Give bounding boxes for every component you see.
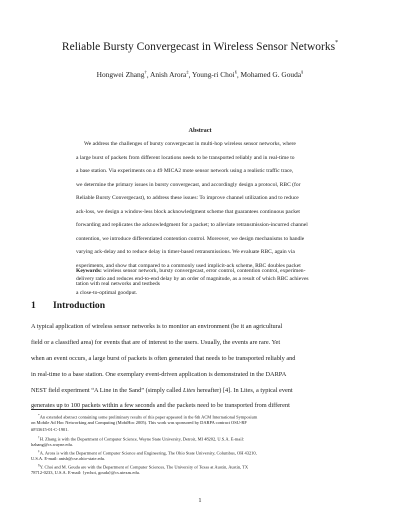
abstract-line: experiments, and show that compared to a commonly used implicit-ack scheme, RBC doubles packet: [76, 263, 301, 269]
footnote-line: †H. Zhang is with the Department of Computer Science, Wayne State University, Detroit, MI 48202, U.S.A. E-mail:: [38, 435, 245, 442]
body-line: A typical application of wireless sensor networks is to monitor an environment (be it an agricultural: [31, 323, 283, 330]
abstract-line: Reliable Bursty Convergecast), to address these issues: To improve channel utilization and to reduce: [76, 195, 299, 201]
author: Young-ri Choi§: [192, 70, 237, 80]
page-number: 1: [198, 497, 202, 504]
body-line: generates up to 100 packets within a few seconds and the packets need to be transported from different: [31, 402, 290, 409]
body-line: field or a classified area) for events that are of interest to the users. Usually, the events are rare. Yet: [31, 339, 281, 346]
body-line: NEST field experiment “A Line in the Sand” (simply called Lites hereafter) [4]. In Lites, a typical event: [31, 387, 293, 394]
keywords-line: tation with real networks and testbeds: [76, 281, 160, 287]
abstract-line: a close-to-optimal goodput.: [76, 290, 138, 296]
body-line: in real-time to a base station. One exemplary event-driven application is demonstrated in the DARPA: [31, 371, 287, 378]
abstract-line: forwarding and replicates the acknowledgment for a packet; to alleviate retransmission-incurred channel: [76, 222, 308, 228]
abstract-line: ack-loss, we design a window-less block acknowledgment scheme that guarantees continuous packet: [76, 209, 300, 215]
footnote-line: 78712-0233, U.S.A. E-mail: {yrchoi, gouda}@cs.utexas.edu.: [31, 470, 140, 475]
footnote-line: hzhang@cs.wayne.edu.: [31, 442, 73, 447]
author: Hongwei Zhang†: [96, 70, 147, 80]
abstract-line: varying ack-delay and to reduce delay in timer-based retransmissions. We evaluate RBC, again via: [76, 249, 295, 255]
abstract-line: delivery ratio and reduces end-to-end delay by an order of magnitude, as a result of which RBC achieves: [76, 276, 309, 282]
footnote-line: #F33615-01-C-1901.: [31, 427, 69, 432]
author-list: Hongwei Zhang†, Anish Arora‡, Young-ri Choi§, Mohamed G. Gouda§: [96, 70, 304, 80]
author: Mohamed G. Gouda§: [240, 70, 304, 80]
abstract-line: contention, we introduce differentiated contention control. Moreover, we design mechanisms to handle: [76, 236, 305, 242]
paper-title: Reliable Bursty Convergecast in Wireless Sensor Networks*: [61, 40, 339, 53]
footnote-line: *An extended abstract containing some preliminary results of this paper appeared in the 6th ACM International Symposium: [38, 413, 258, 420]
footnote-rule: [31, 409, 150, 410]
footnote-line: ‡A. Arora is with the Department of Computer Science and Engineering, The Ohio State University, Columbus, OH 43210,: [38, 449, 257, 456]
footnote-line: §Y. Choi and M. Gouda are with the Department of Computer Sciences, The University of Texas at Austin, Austin, TX: [38, 463, 249, 470]
abstract-line: a base station. Via experiments on a 49 MICA2 mote sensor network using a realistic traffic trace,: [76, 168, 294, 174]
section-number: 1: [31, 300, 36, 311]
footnote-line: U.S.A. E-mail: anish@cse.ohio-state.edu.: [31, 456, 106, 461]
abstract-heading: Abstract: [188, 127, 212, 134]
title-footnote-mark: *: [335, 40, 339, 46]
abstract-line: we determine the primary issues in bursty convergecast, and accordingly design a protocol, RBC (for: [76, 182, 301, 188]
footnote-line: on Mobile Ad Hoc Networking and Computing (MobiHoc 2005). This work was sponsored by DARPA contract OSU-RF: [31, 420, 247, 425]
section-heading: [31, 300, 105, 311]
author: Anish Arora‡: [150, 70, 189, 80]
section-title: Introduction: [53, 300, 106, 311]
abstract-line: a large burst of packets from different locations needs to be transported reliably and in real-time to: [76, 155, 295, 161]
body-line: when an event occurs, a large burst of packets is often generated that needs to be transported reliably and: [31, 355, 296, 362]
abstract-line: We address the challenges of bursty convergecast in multi-hop wireless sensor networks, where: [84, 141, 296, 147]
lites-term: Lites: [183, 387, 196, 394]
keywords-line: Keywords: wireless sensor network, bursty convergecast, error control, contention control, experimen-: [76, 268, 306, 274]
keywords-label: Keywords:: [76, 268, 102, 274]
